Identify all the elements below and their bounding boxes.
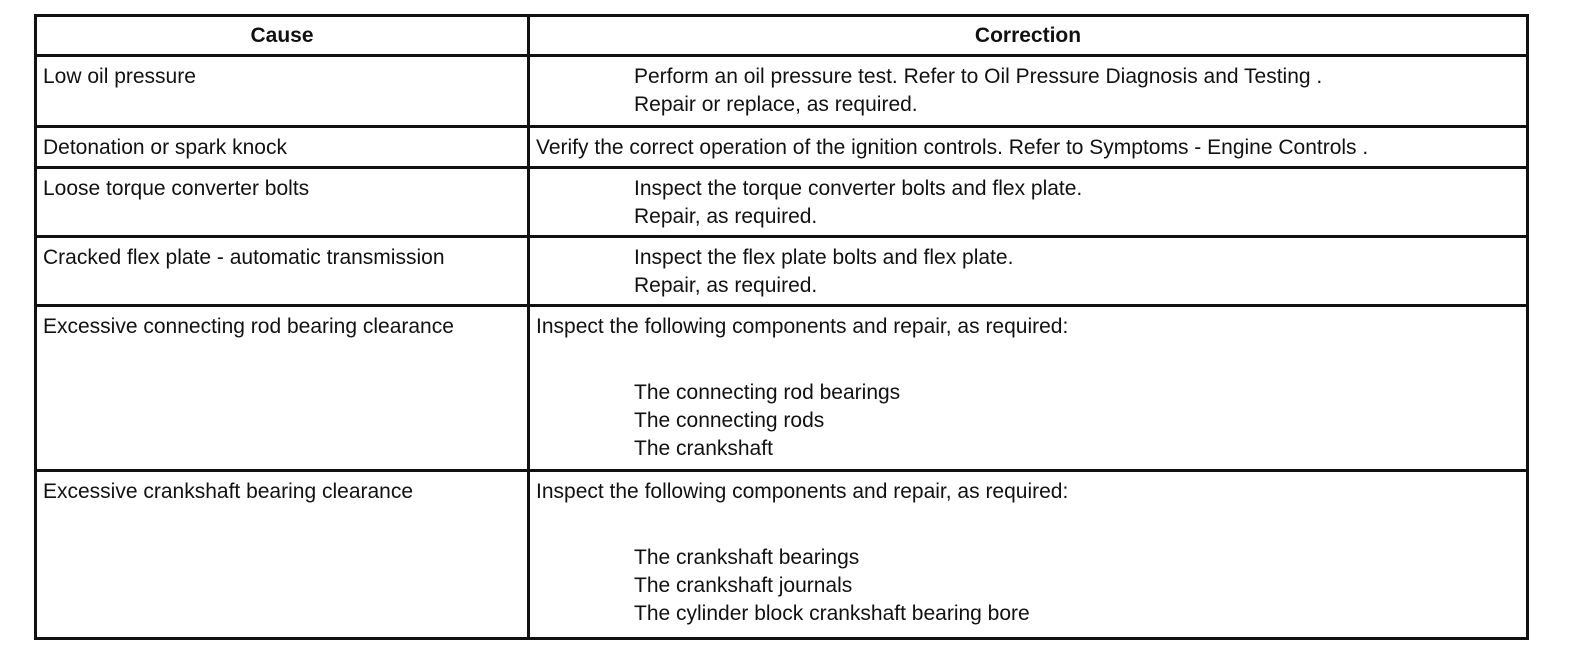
correction-intro: Inspect the following components and repair, as required: bbox=[536, 315, 1069, 338]
table-row bbox=[37, 472, 1526, 637]
table-header-row bbox=[37, 17, 1526, 57]
cause-cell: Cracked flex plate - automatic transmission bbox=[37, 238, 530, 304]
header-correction: Correction bbox=[974, 24, 1082, 47]
cause-cell: Low oil pressure bbox=[37, 57, 530, 125]
diagnosis-table bbox=[34, 14, 1529, 640]
spacer bbox=[536, 506, 1520, 544]
correction-cell bbox=[530, 169, 1526, 235]
correction-line: Inspect the torque converter bolts and flex plate. bbox=[634, 177, 1083, 200]
correction-cell bbox=[530, 57, 1526, 125]
correction-cell bbox=[530, 307, 1526, 469]
correction-intro: Inspect the following components and repair, as required: bbox=[536, 480, 1069, 503]
table-row bbox=[37, 57, 1526, 128]
correction-line: The crankshaft journals bbox=[634, 574, 853, 597]
spacer bbox=[536, 341, 1520, 379]
correction-cell bbox=[530, 238, 1526, 304]
correction-line: Perform an oil pressure test. Refer to Oil Pressure Diagnosis and Testing . bbox=[634, 65, 1323, 88]
correction-line: Inspect the flex plate bolts and flex plate. bbox=[634, 246, 1014, 269]
correction-line: The connecting rod bearings bbox=[634, 381, 901, 404]
cause-cell: Loose torque converter bolts bbox=[37, 169, 530, 235]
correction-line: Repair, as required. bbox=[634, 274, 818, 297]
correction-line: Repair or replace, as required. bbox=[634, 93, 918, 116]
cause-cell: Excessive crankshaft bearing clearance bbox=[37, 472, 530, 637]
table-row bbox=[37, 238, 1526, 307]
cause-cell: Excessive connecting rod bearing clearance bbox=[37, 307, 530, 469]
correction-line: The connecting rods bbox=[634, 409, 825, 432]
correction-line: The cylinder block crankshaft bearing bore bbox=[634, 602, 1030, 625]
correction-line: Repair, as required. bbox=[634, 205, 818, 228]
correction-cell bbox=[530, 128, 1526, 166]
table-row bbox=[37, 169, 1526, 238]
header-cause: Cause bbox=[37, 17, 530, 54]
table-row bbox=[37, 307, 1526, 472]
correction-line: The crankshaft bbox=[634, 437, 773, 460]
correction-cell bbox=[530, 472, 1526, 637]
cause-cell: Detonation or spark knock bbox=[37, 128, 530, 166]
correction-line: The crankshaft bearings bbox=[634, 546, 860, 569]
table-row bbox=[37, 128, 1526, 169]
correction-intro: Verify the correct operation of the ignition controls. Refer to Symptoms - Engine Controls . bbox=[536, 136, 1369, 159]
